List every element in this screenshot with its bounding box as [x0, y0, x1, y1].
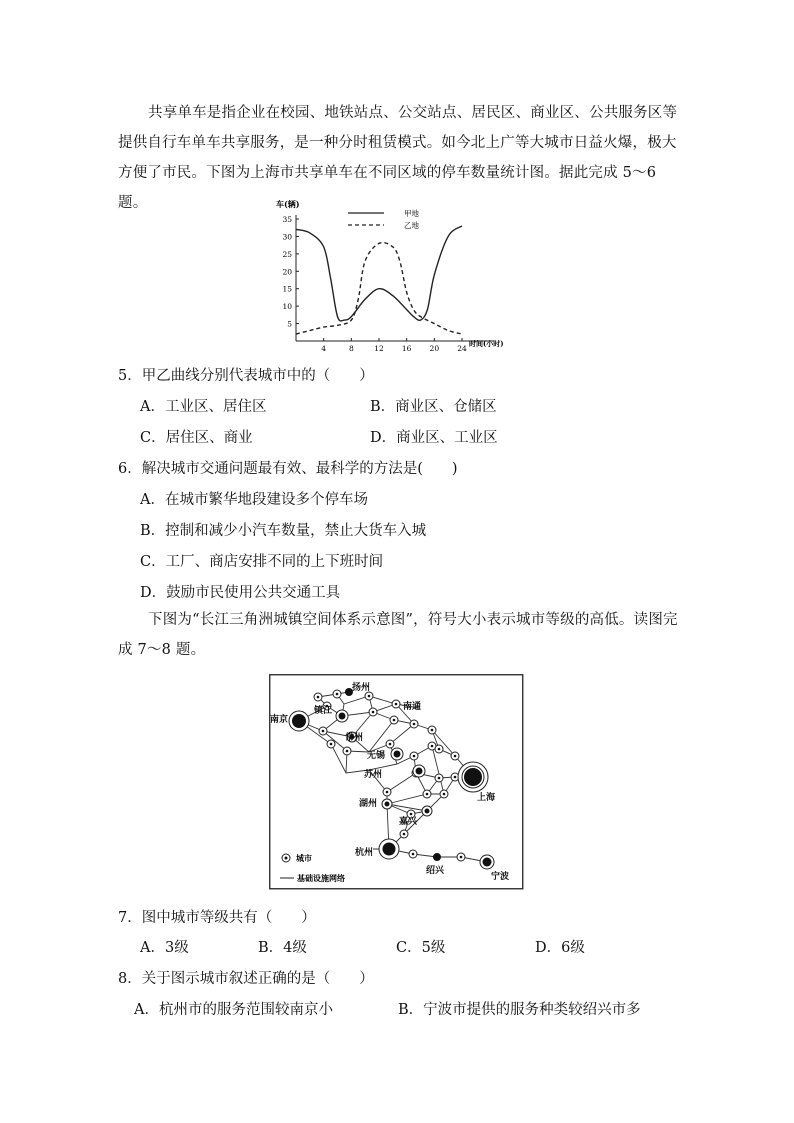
city-label-ningbo: 宁波 [491, 872, 510, 882]
chart-axes [296, 215, 494, 341]
q8-option-a[interactable]: A．杭州市的服务范围较南京小 [134, 1002, 333, 1018]
city-label-zhenjiang: 镇江 [314, 706, 333, 716]
city-label-suzhou: 苏州 [364, 770, 383, 780]
x-tick-label: 12 [374, 344, 384, 353]
legend-label-yi: 乙地 [404, 221, 419, 230]
question-6-stem: 6．解决城市交通问题最有效、最科学的方法是( ) [118, 461, 458, 477]
intro-paragraph-bikes: 共享单车是指企业在校园、地铁站点、公交站点、居民区、商业区、公共服务区等提供自行车单车共享服务，是一种分时租赁模式。如今北上广等大城市日益火爆，极大方便了市民。下图为上海市共享单车在不同区域的停车数量统计图。据此完成 5～6 题。 [118, 105, 678, 211]
question-5-stem: 5．甲乙曲线分别代表城市中的（ ） [118, 368, 374, 384]
q5-option-d[interactable]: D．商业区、工业区 [370, 430, 498, 446]
city-label-shaoxing: 绍兴 [426, 866, 445, 876]
city-label-wuxi: 无锡 [367, 751, 386, 761]
x-tick-label: 20 [429, 344, 440, 353]
city-label-nantong: 南通 [403, 702, 422, 712]
q5-option-b[interactable]: B．商业区、仓储区 [370, 399, 497, 415]
question-7-stem: 7．图中城市等级共有（ ） [118, 910, 316, 926]
legend-network-label: 基础设施网络 [297, 873, 345, 883]
y-tick-label: 35 [282, 215, 292, 224]
q5-option-a[interactable]: A．工业区、居住区 [140, 399, 267, 415]
q7-option-b[interactable]: B．4级 [258, 940, 307, 956]
city-label-jiaxing: 嘉兴 [399, 817, 418, 827]
q5-option-c[interactable]: C．居住区、商业 [140, 430, 253, 446]
legend-city-label: 城市 [296, 853, 312, 863]
y-tick-label: 5 [287, 319, 292, 329]
legend-label-jia: 甲地 [404, 209, 419, 218]
y-tick-label: 30 [282, 232, 292, 242]
x-axis-label: 时间(小时) [469, 339, 504, 348]
y-tick-label: 15 [282, 284, 292, 294]
q6-option-b[interactable]: B．控制和减少小汽车数量，禁止大货车入城 [140, 523, 427, 539]
x-tick-label: 16 [401, 344, 412, 353]
q6-option-c[interactable]: C．工厂、商店安排不同的上下班时间 [140, 554, 384, 570]
city-label-hangzhou: 杭州 [355, 848, 374, 858]
x-tick-label: 8 [348, 344, 354, 353]
chart-legend [348, 208, 419, 230]
city-label-huzhou: 湖州 [359, 799, 378, 809]
city-label-nanjing: 南京 [270, 715, 289, 725]
question-8-stem: 8．关于图示城市叙述正确的是（ ） [118, 971, 374, 987]
city-label-changzhou: 常州 [345, 733, 364, 743]
y-tick-label: 20 [282, 267, 292, 277]
series-line-jia [296, 226, 462, 321]
x-tick-label: 24 [457, 344, 467, 353]
yangtze-delta-map [269, 674, 524, 890]
bike-parking-chart [276, 195, 526, 355]
city-label-shanghai: 上海 [477, 793, 496, 803]
x-tick-label: 4 [321, 344, 327, 353]
y-tick-label: 10 [282, 302, 292, 312]
y-tick-label: 25 [282, 249, 292, 259]
q8-option-b[interactable]: B．宁波市提供的服务种类较绍兴市多 [398, 1002, 641, 1018]
q7-option-c[interactable]: C．5级 [396, 940, 446, 956]
q6-option-a[interactable]: A．在城市繁华地段建设多个停车场 [140, 492, 368, 508]
q7-option-a[interactable]: A．3级 [140, 940, 189, 956]
y-axis-label: 车(辆) [276, 199, 300, 209]
intro-paragraph-map: 下图为“长江三角洲城镇空间体系示意图”，符号大小表示城市等级的高低。读图完成 7～8 题。 [118, 612, 678, 658]
city-label-yangzhou: 扬州 [352, 683, 371, 693]
q6-option-d[interactable]: D．鼓励市民使用公共交通工具 [140, 585, 341, 601]
q7-option-d[interactable]: D．6级 [535, 940, 585, 956]
